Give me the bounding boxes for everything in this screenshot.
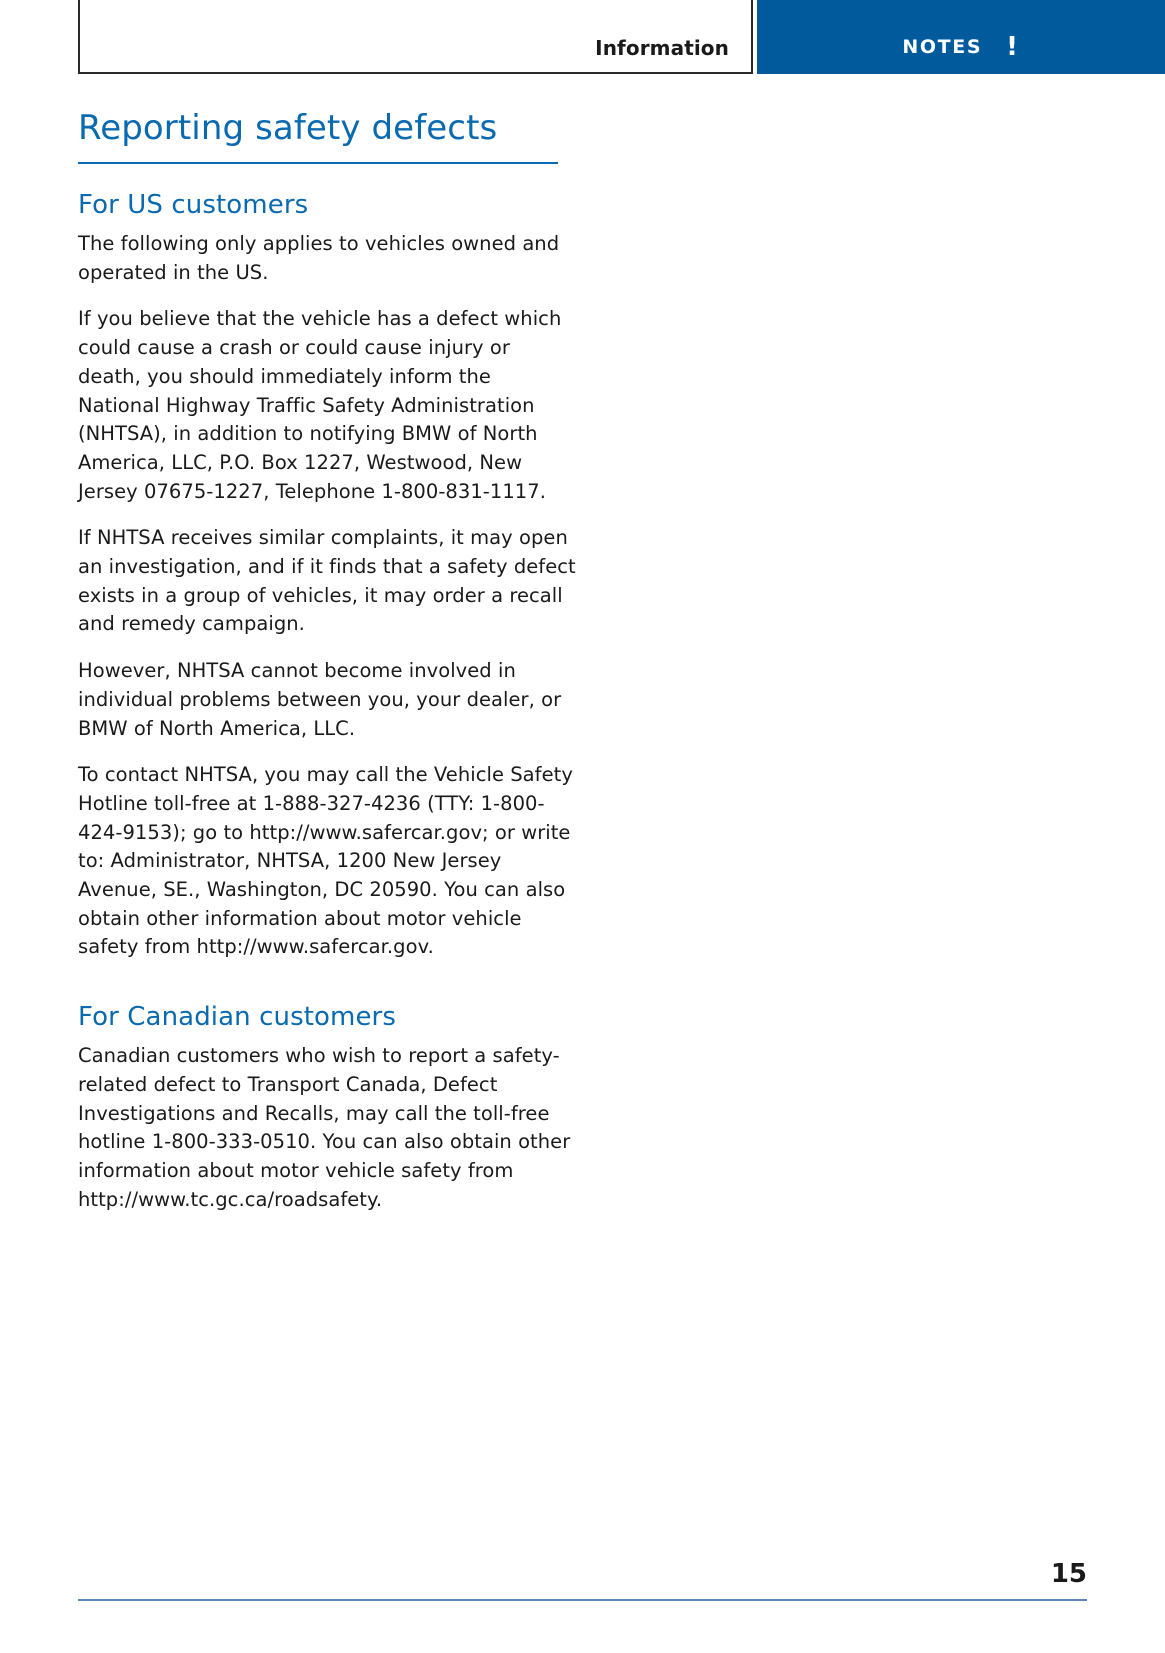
paragraph: To contact NHTSA, you may call the Vehicle Safety Hotline toll-free at 1-888-327-4236 (TTY: 1-800-424-9153); go to http://www.safercar.gov; or write to: Administrator, NHTSA, 1200 New Jersey Avenue, SE., Washington, DC 20590. You can also obtain other information about motor vehicle safety from http://www.safercar.gov. <box>78 763 573 959</box>
paragraph: However, NHTSA cannot become involved in individual problems between you, your dealer, or BMW of North America, LLC. <box>78 659 562 740</box>
chapter-label: Information <box>595 36 729 60</box>
section-heading-us-customers: For US customers <box>78 190 309 220</box>
paragraph: Canadian customers who wish to report a safety-related defect to Transport Canada, Defect Investigations and Recalls, may call the toll-free hotline 1-800-333-0510. You can also obtain other information about motor vehicle safety from http://www.tc.gc.ca/roadsafety. <box>78 1044 571 1211</box>
notes-label: NOTES <box>902 36 983 58</box>
section-heading-canadian-customers: For Canadian customers <box>78 1002 396 1033</box>
paragraph: If you believe that the vehicle has a defect which could cause a crash or could cause injury or death, you should immediately inform the National Highway Traffic Safety Administration (NHTSA), in addition to notifying BMW of North America, LLC, P.O. Box 1227, Westwood, New Jersey 07675-1227, Telephone 1-800-831-1117. <box>78 307 562 503</box>
notes-label-group <box>757 32 1165 62</box>
page-content <box>78 108 578 1214</box>
page-header <box>0 0 1165 78</box>
paragraph: The following only applies to vehicles owned and operated in the US. <box>78 232 560 284</box>
page-number: 15 <box>1050 1559 1087 1589</box>
page-title: Reporting safety defects <box>78 108 498 148</box>
title-divider <box>78 162 558 164</box>
paragraph: If NHTSA receives similar complaints, it may open an investigation, and if it finds that a safety defect exists in a group of vehicles, it may order a recall and remedy campaign. <box>78 526 576 636</box>
notes-tab <box>757 0 1165 74</box>
footer-divider <box>78 1599 1087 1601</box>
exclamation-icon: ! <box>1006 32 1020 62</box>
page-footer <box>78 1559 1087 1601</box>
chapter-tab <box>78 0 753 74</box>
